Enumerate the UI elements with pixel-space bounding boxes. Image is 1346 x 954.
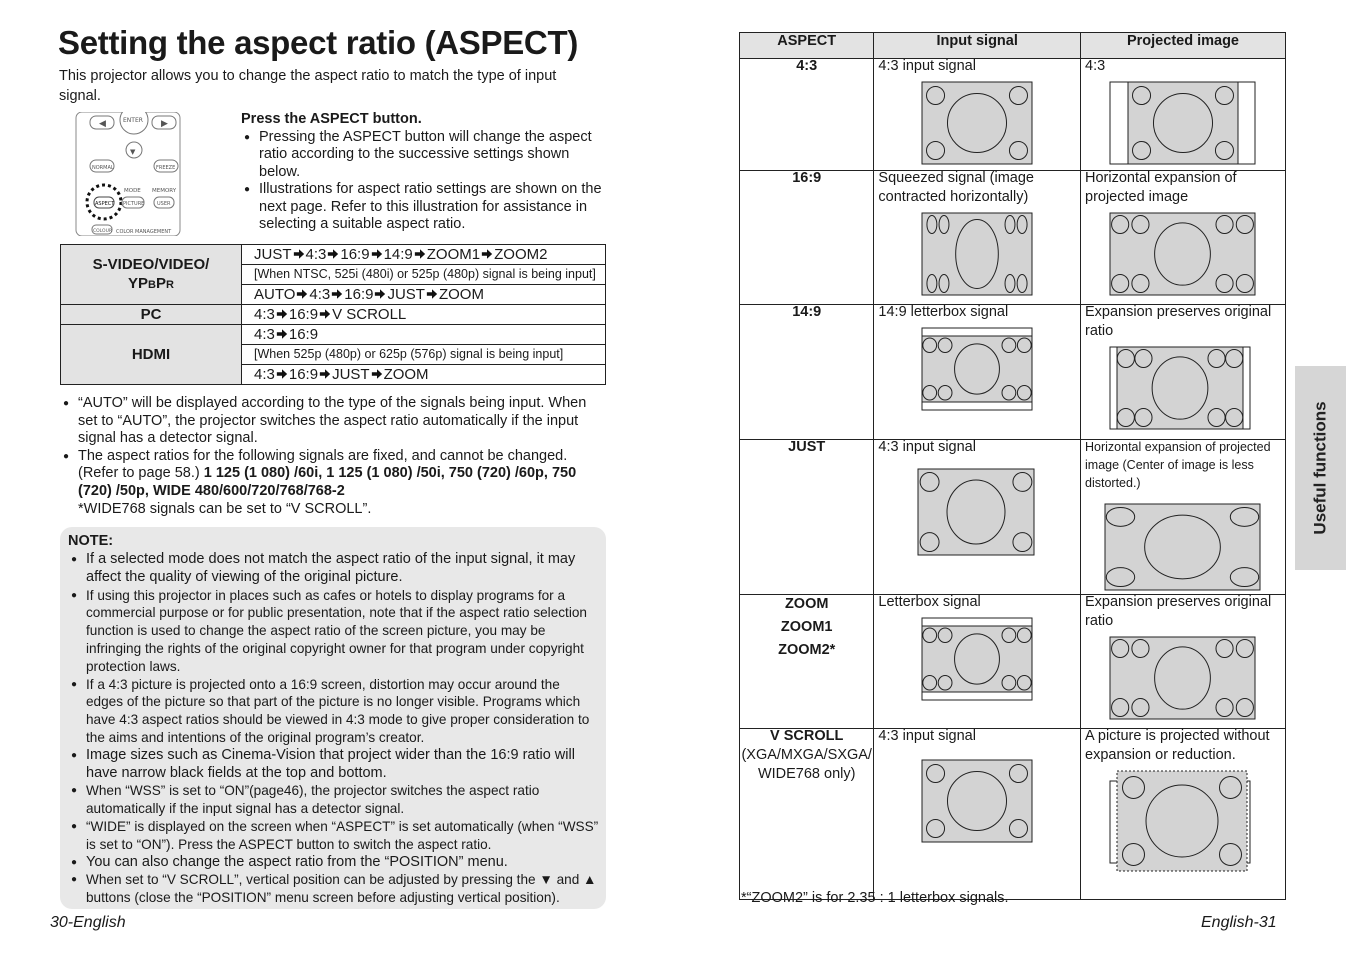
aspect-cell-v-scroll: V SCROLL (XGA/MXGA/SXGA/ WIDE768 only): [740, 729, 874, 900]
aspect-illustration: [1085, 78, 1285, 170]
arrow-right-icon: [276, 368, 288, 380]
svideo-label-cell: S-VIDEO/VIDEO/ YPBPR: [61, 245, 242, 305]
intro-text: This projector allows you to change the aspect ratio to match the type of input signal.: [59, 68, 557, 104]
arrow-right-icon: [413, 246, 427, 263]
aspect-cell-4-3: 4:3: [740, 59, 874, 171]
arrow-right-icon: [296, 288, 308, 300]
remote-color-management-label: COLOR MANAGEMENT: [116, 229, 172, 235]
arrow-right-icon: [481, 248, 493, 260]
arrow-right-icon: [319, 368, 331, 380]
aspect-mode: ZOOM: [438, 286, 484, 303]
hdmi-condition: [When 525p (480p) or 625p (576p) signal is being input]: [242, 345, 606, 365]
aspect-mode: 16:9: [288, 326, 319, 343]
arrow-right-icon: [326, 246, 340, 263]
svg-text:▶: ▶: [161, 119, 168, 129]
note-item: ● Image sizes such as Cinema-Vision that project wider than the 16:9 ratio will have narrow black fields at the top and bottom.: [68, 747, 600, 783]
arrow-right-icon: [426, 288, 438, 300]
remote-normal-label: NORMAL: [92, 165, 114, 171]
arrow-right-icon: [292, 246, 306, 263]
projected-cell: Expansion preserves original ratio: [1081, 595, 1286, 729]
aspect-mode: 16:9: [288, 306, 319, 323]
remote-mode-label: MODE: [124, 188, 141, 194]
arrow-right-icon: [373, 286, 387, 303]
note-item: ● If using this projector in places such as cafes or hotels to display programs for a commercial purpose or for public presentation, note that if the aspect ratio selection function is used to change the aspect ratio of the screen picture, you may be infringing the rights of the original copyright owner for that program under copyright protection laws.: [68, 587, 600, 676]
aspect-illustration: [878, 78, 1080, 170]
pc-label-cell: PC: [61, 305, 242, 325]
aspect-mode: 4:3: [254, 306, 275, 323]
right-page-number: English-31: [1201, 914, 1277, 931]
arrow-right-icon: [330, 286, 344, 303]
hdmi-sequence-2: [242, 365, 606, 385]
arrow-right-icon: [275, 306, 289, 323]
aspect-mode: V SCROLL: [332, 306, 407, 323]
remote-freeze-label: FREEZE: [156, 165, 176, 171]
arrow-right-icon: [275, 366, 289, 383]
arrow-right-icon: [327, 248, 339, 260]
aspect-illustration: [1085, 633, 1285, 725]
svideo-sequence-2: [242, 285, 606, 305]
projected-cell: A picture is projected without expansion or reduction.: [1081, 729, 1286, 900]
aspect-illustration: [878, 324, 1080, 420]
arrow-right-icon: [370, 246, 384, 263]
header-input-signal: Input signal: [874, 33, 1081, 59]
arrow-right-icon: [370, 366, 384, 383]
svg-text:▼: ▼: [130, 148, 136, 156]
arrow-right-icon: [371, 368, 383, 380]
aspect-mode: 14:9: [383, 246, 413, 263]
aspect-mode: ZOOM1: [426, 246, 481, 263]
input-cell: 4:3 input signal: [874, 729, 1081, 900]
press-heading: Press the ASPECT button.: [241, 111, 422, 127]
header-projected-image: Projected image: [1081, 33, 1286, 59]
arrow-right-icon: [414, 248, 426, 260]
wide768-note: *WIDE768 signals can be set to “V SCROLL”.: [78, 500, 372, 517]
page-title: Setting the aspect ratio (ASPECT): [58, 24, 579, 61]
projected-cell: Horizontal expansion of projected image (Center of image is less distorted.): [1081, 440, 1286, 595]
svideo-sequence-1: [242, 245, 606, 265]
arrow-right-icon: [293, 248, 305, 260]
aspect-mode: 4:3: [254, 366, 275, 383]
aspect-mode: 16:9: [288, 366, 319, 383]
aspect-mode: 4:3: [305, 246, 327, 263]
fixed-bullet: ● The aspect ratios for the following signals are fixed, and cannot be changed. (Refer to page 58.) 1 125 (1 080) /60i, 1 125 (1 080) /50i, 750 (720) /60p, 750 (720) /50p, WIDE 480/600/720/768/768-2: [60, 448, 608, 501]
aspect-cell-just: JUST: [740, 440, 874, 595]
hdmi-sequence-1: [242, 325, 606, 345]
projected-cell: Horizontal expansion of projected image: [1081, 171, 1286, 305]
side-tab-label: Useful functions: [1310, 401, 1330, 535]
press-bullet-2: ● Illustrations for aspect ratio settings are shown on the next page. Refer to this illustration for assistance in selecting a suitable aspect ratio.: [241, 181, 611, 234]
note-item: ● When “WSS” is set to “ON”(page46), the projector switches the aspect ratio automatically if the input signal has a detector signal.: [68, 782, 600, 818]
press-instructions: [241, 111, 611, 234]
aspect-mode: JUST: [254, 246, 292, 263]
arrow-right-icon: [318, 306, 332, 323]
remote-user-label: USER: [157, 201, 171, 207]
arrow-right-icon: [318, 366, 332, 383]
aspect-illustration: [878, 209, 1080, 301]
remote-colour-label: COLOUR: [93, 229, 112, 234]
press-bullet-1: ● Pressing the ASPECT button will change the aspect ratio according to the successive settings shown below.: [241, 129, 611, 182]
left-page-number: 30-English: [50, 914, 126, 931]
arrow-right-icon: [331, 288, 343, 300]
aspect-illustration: [1085, 343, 1285, 439]
aspect-cell-zoom: ZOOM ZOOM1 ZOOM2*: [740, 595, 874, 729]
aspect-mode: JUST: [332, 366, 370, 383]
hdmi-label-cell: HDMI: [61, 325, 242, 385]
input-cell: 4:3 input signal: [874, 440, 1081, 595]
arrow-right-icon: [275, 326, 289, 343]
note-item: ● If a 4:3 picture is projected onto a 16:9 screen, distortion may occur around the edges of the picture so that part of the picture is no longer visible. Programs which have 4:3 aspect ratios should be viewed in 4:3 mode to give proper consideration to the aims and intentions of the original program’s creator.: [68, 676, 600, 747]
projected-cell: 4:3: [1081, 59, 1286, 171]
svg-text:◀: ◀: [99, 119, 106, 129]
aspect-cell-14-9: 14:9: [740, 305, 874, 440]
note-title: NOTE:: [68, 533, 114, 549]
aspect-mode: 4:3: [254, 326, 275, 343]
remote-enter-label: ENTER: [123, 117, 143, 124]
note-item: ● “WIDE” is displayed on the screen when “ASPECT” is set automatically (when “WSS” is set to “ON”). Press the ASPECT button to switch the aspect ratio.: [68, 818, 600, 854]
remote-memory-label: MEMORY: [152, 188, 177, 194]
zoom2-footnote: *“ZOOM2” is for 2.35 : 1 letterbox signals.: [741, 890, 1009, 906]
arrow-right-icon: [319, 308, 331, 320]
remote-picture-label: PICTURE: [123, 201, 145, 207]
arrow-right-icon: [371, 248, 383, 260]
aspect-illustration: [878, 748, 1080, 878]
note-list: [68, 551, 600, 907]
aspect-illustration-table: [739, 32, 1286, 900]
note-item: ● When set to “V SCROLL”, vertical position can be adjusted by pressing the ▼ and ▲ buttons (close the “POSITION” menu screen before adjusting vertical position).: [68, 871, 600, 907]
input-cell: 14:9 letterbox signal: [874, 305, 1081, 440]
aspect-illustration: [1085, 494, 1285, 594]
auto-bullet: ● “AUTO” will be displayed according to the type of the signals being input. When set to “AUTO”, the projector switches the aspect ratio automatically if the input signal has a detector signal.: [60, 395, 608, 448]
input-cell: 4:3 input signal: [874, 59, 1081, 171]
aspect-mode: JUST: [387, 286, 425, 303]
aspect-mode: 16:9: [344, 286, 374, 303]
aspect-sequence-table: [60, 244, 606, 385]
arrow-right-icon: [425, 286, 439, 303]
input-cell: Squeezed signal (image contracted horizontally): [874, 171, 1081, 305]
aspect-mode: AUTO: [254, 286, 296, 303]
aspect-mode: ZOOM2: [494, 246, 548, 263]
remote-control-illustration: [72, 112, 184, 236]
signal-notes: [60, 395, 608, 518]
arrow-right-icon: [276, 308, 288, 320]
arrow-right-icon: [276, 328, 288, 340]
arrow-right-icon: [374, 288, 386, 300]
projected-cell: Expansion preserves original ratio: [1081, 305, 1286, 440]
note-item: ● You can also change the aspect ratio from the “POSITION” menu.: [68, 854, 600, 872]
input-cell: Letterbox signal: [874, 595, 1081, 729]
aspect-illustration: [1085, 767, 1285, 897]
svideo-condition: [When NTSC, 525i (480i) or 525p (480p) signal is being input]: [242, 265, 606, 285]
remote-aspect-label: ASPECT: [95, 201, 115, 207]
aspect-illustration: [878, 614, 1080, 706]
aspect-illustration: [1085, 209, 1285, 301]
aspect-mode: 4:3: [309, 286, 331, 303]
note-item: ● If a selected mode does not match the aspect ratio of the input signal, it may affect the quality of viewing of the original picture.: [68, 551, 600, 587]
header-aspect: ASPECT: [740, 33, 874, 59]
arrow-right-icon: [480, 246, 494, 263]
aspect-mode: ZOOM: [383, 366, 429, 383]
aspect-illustration: [878, 459, 1080, 559]
aspect-mode: 16:9: [340, 246, 370, 263]
pc-sequence: [242, 305, 606, 325]
aspect-cell-16-9: 16:9: [740, 171, 874, 305]
arrow-right-icon: [295, 286, 309, 303]
